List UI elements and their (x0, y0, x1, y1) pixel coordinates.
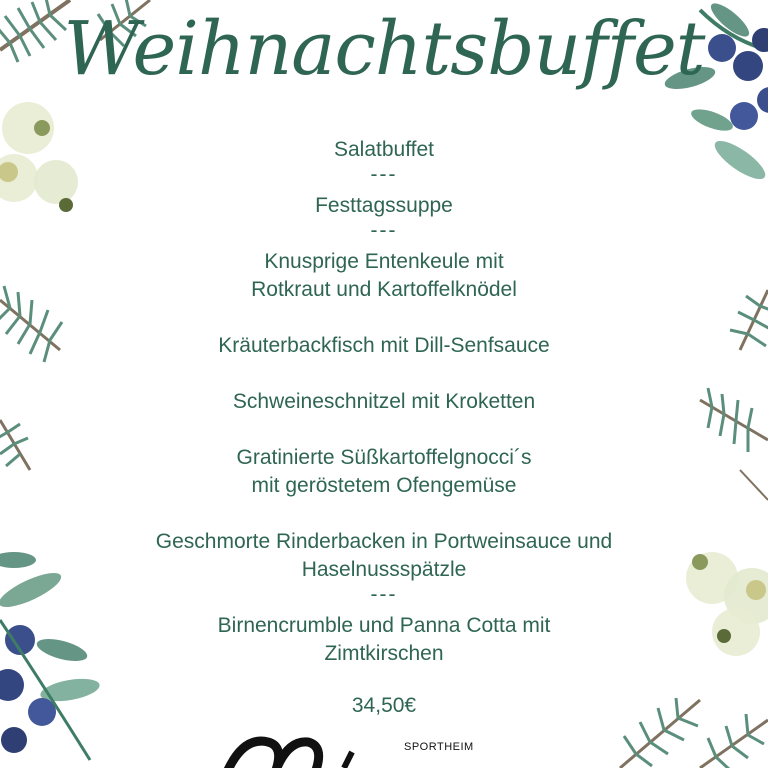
menu-item: Festtagssuppe (315, 194, 453, 217)
menu-spacer (84, 360, 684, 388)
menu-item: Rotkraut und Kartoffelknödel (251, 278, 517, 301)
menu-item: Knusprige Entenkeule mit (264, 250, 504, 273)
menu-item: Gratinierte Süßkartoffelgnocci´s (236, 446, 532, 469)
pine-branch-icon (0, 286, 62, 470)
logo-icon (224, 732, 384, 768)
flower-icon (0, 102, 78, 212)
logo-label: SPORTHEIM (404, 741, 474, 753)
pine-branch-icon (700, 290, 768, 500)
menu-spacer (84, 304, 684, 332)
menu-item: Haselnussspätzle (301, 558, 467, 581)
menu-spacer (84, 500, 684, 528)
menu-item: Kräuterbackfisch mit Dill-Senfsauce (218, 334, 550, 357)
menu-item: Birnencrumble und Panna Cotta mit (217, 614, 551, 637)
menu-separator: --- (370, 583, 398, 606)
menu-separator: --- (370, 219, 398, 242)
price: 34,50€ (351, 694, 417, 717)
menu-item: Zimtkirschen (324, 642, 444, 665)
menu-item: Schweineschnitzel mit Kroketten (232, 390, 536, 413)
menu-item: mit geröstetem Ofengemüse (251, 474, 517, 497)
menu-spacer (84, 416, 684, 444)
menu-list (84, 136, 684, 668)
flower-icon (686, 552, 768, 656)
menu-item: Salatbuffet (333, 138, 435, 161)
menu-separator: --- (370, 163, 398, 186)
page-title: Weihnachtsbuffet (63, 6, 705, 92)
menu-item: Geschmorte Rinderbacken in Portweinsauce und (155, 530, 613, 553)
